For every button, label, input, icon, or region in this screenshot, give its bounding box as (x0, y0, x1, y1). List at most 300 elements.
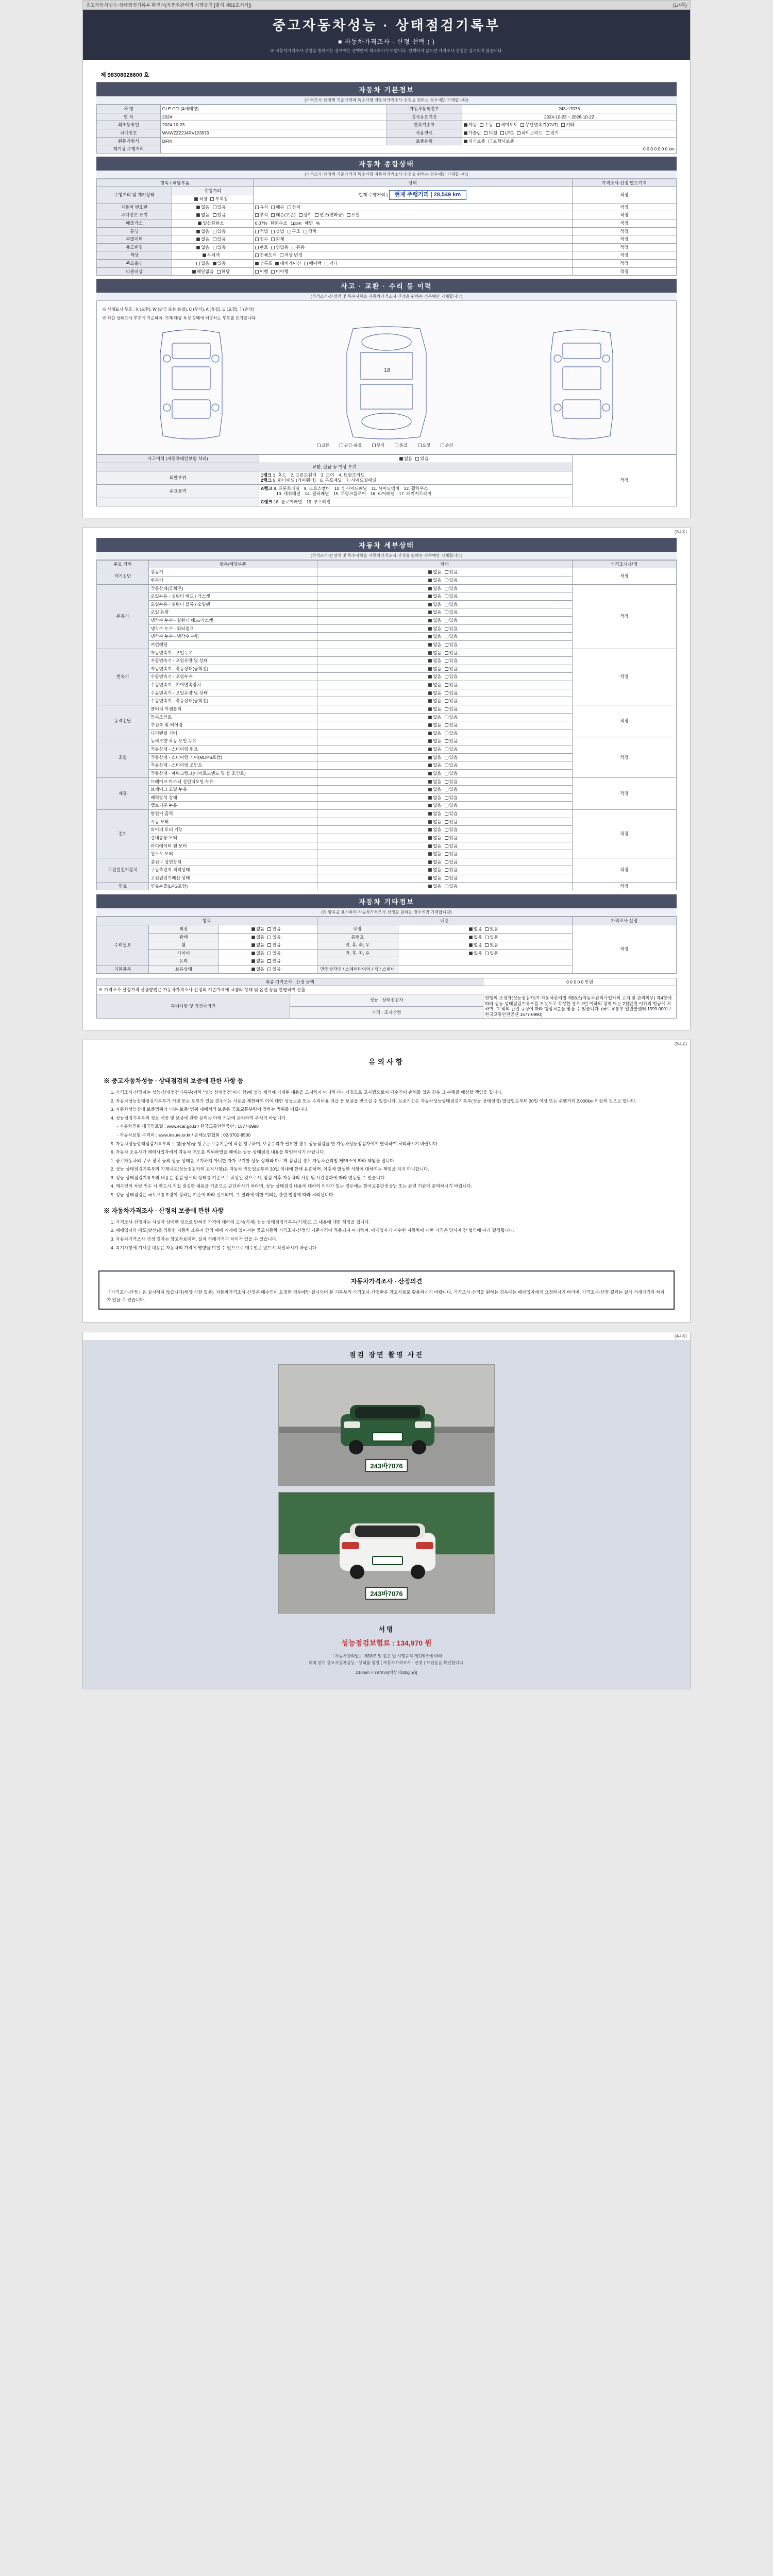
detail-state-options[interactable]: 없음 있음 (317, 793, 572, 802)
table-row (97, 810, 677, 818)
detail-state-options[interactable]: 없음 있음 (317, 721, 572, 730)
detail-header-1: 항목/해당부품 (149, 560, 317, 568)
etc-item2-options[interactable]: 없음 있음 (398, 933, 573, 941)
etc-item-options[interactable]: 없음 있음 (219, 941, 317, 950)
detail-state-options[interactable]: 없음 있음 (317, 842, 572, 850)
overall-right-8: 적정 (572, 260, 677, 268)
section-basic-title: 자동차 기본정보 (96, 82, 677, 96)
guarantee-body: 「가격조사·산정」은 실시하지 않습니다(해당 사항 없음). 자동차가격조사·산정은 매수인이 요청한 경우에만 실시되며 본 기록부의 가격조사·산정란은 참고자료로 활용하시기 바랍니다. 가격조사·산정을 원하는 경우에는 매매업자에게 요청하시기 바라며, 가격조사·산정 결과는 실제 거래가격과 차이가 있을 수 있습니다. (107, 1290, 665, 1302)
detail-state-options[interactable]: 없음 있음 (317, 802, 572, 810)
table-row (97, 777, 677, 786)
notice-item-2: 5. 성능·상태점검은 국토교통부령이 정하는 기준에 따라 실시되며, 그 결과에 대한 이의는 관련 법령에 따라 처리됩니다. (111, 1192, 334, 1198)
notice-item-2: 3. 성능·상태점검기록부의 내용은 점검 당시의 상태를 기준으로 작성된 것으로서, 점검 이후 자동차의 사용 및 시간경과에 따라 변동될 수 있습니다. (111, 1175, 386, 1180)
part-item: 2. 프론트휀더 (290, 472, 317, 478)
page-4-number: (4/4쪽) (674, 1334, 687, 1339)
inspection-fee (83, 1636, 690, 1653)
detail-state-options[interactable]: 없음 있음 (317, 866, 572, 874)
table-row (97, 235, 677, 244)
detail-state-options[interactable]: 없음 있음 (317, 858, 572, 866)
detail-state-options[interactable]: 없음 있음 (317, 737, 572, 745)
photo-section (83, 1340, 690, 1688)
options-state[interactable]: 없음 있음 (172, 260, 254, 268)
detail-item-label: 자동변속기 - 오일유량 및 상태 (149, 657, 317, 665)
table-row (97, 649, 677, 657)
detail-right-value: 적정 (572, 649, 677, 705)
detail-item-label: 밸브기구 누유 (149, 802, 317, 810)
etc-header-1: 내용 (317, 917, 572, 925)
notice-item: 6. 자동차 소유자가 매매사업자에게 자동차 매도를 의뢰하였을 때에는 성능·상태점검 내용을 확인하시기 바랍니다. (111, 1149, 325, 1155)
detail-table (96, 560, 677, 891)
detail-item-label: 작동상태(공회전) (149, 584, 317, 592)
overall-right-5: 적정 (572, 235, 677, 244)
section-overall-title: 자동차 종합상태 (96, 157, 677, 171)
basic-label-1: 연 식 (97, 113, 161, 121)
table-row (97, 455, 677, 463)
page-title: 중고자동차성능 · 상태점검기록부 (272, 18, 501, 33)
overall-right-4: 적정 (572, 227, 677, 235)
notice-item: 3. 자동차성능상태 보증범위가 '기본 보증' 범위 내에서의 보증은 국토교통부령이 정하는 범위를 따릅니다. (111, 1107, 309, 1112)
topbar-left: 중고자동차성능·상태점검기록부 확인서(자동차관리법 시행규칙 [별지 제82호서식]) (86, 3, 251, 8)
section-overall-note: (가격조사·산정액 기준가격과 특수사항 자동차가격조사·산정을 원하는 경우에만 기재합니다) (96, 171, 677, 179)
detail-item-label: 자동변속기 - 작동상태(공회전) (149, 665, 317, 673)
etc-item2-options[interactable] (398, 957, 573, 965)
detail-state-options[interactable]: 없음 있음 (317, 705, 572, 713)
detail-state-options[interactable]: 없음 있음 (317, 753, 572, 761)
detail-header-3: 가격조사·산정 (572, 560, 677, 568)
detail-state-options[interactable]: 없음 있음 (317, 810, 572, 818)
detail-state-options[interactable]: 없음 있음 (317, 745, 572, 754)
overall-sublabel-0: 주행거리 (172, 187, 254, 195)
svg-text:18: 18 (383, 367, 391, 374)
parts-c-items (259, 498, 573, 506)
tuning-state[interactable]: 없음 있음 (172, 227, 254, 235)
detail-group-label: 자기진단 (97, 568, 149, 584)
etc-item2-label: 룸램프 (317, 933, 398, 941)
rank-c-label: C랭크 (261, 499, 273, 504)
detail-right-value: 적정 (572, 858, 677, 882)
detail-right-value: 적정 (572, 584, 677, 649)
page-4 (82, 1332, 691, 1689)
price-title: 최종 가격조사 · 산정 금액 (97, 978, 483, 986)
color-detail[interactable]: 전체도색 색상 변경 (253, 251, 572, 260)
table-row (97, 211, 677, 219)
detail-item-label: 작동상태 - 스티어링 펌프 (149, 745, 317, 754)
plate-state[interactable]: 없음 있음 (172, 203, 254, 211)
detail-group-label: 전기 (97, 810, 149, 858)
detail-state-options[interactable]: 없음 있음 (317, 874, 572, 883)
part-item: 3. 도어 (321, 472, 334, 478)
part-item: 1. 후드 (273, 472, 287, 478)
transmission-options[interactable]: 자동 수동 세미오토 무단변속기(CVT) 기타 (462, 121, 676, 129)
section-accident-title: 사고 · 교환 · 수리 등 이력 (96, 279, 677, 293)
detail-state-options[interactable]: 없음 있음 (317, 624, 572, 633)
etc-item-label: 타이어 (149, 949, 219, 957)
detail-item-label: 동력조향 작동 오일 누유 (149, 737, 317, 745)
mileage-prefix: 현재 주행거리 | (359, 192, 388, 197)
basic-value-1: 2024 (160, 113, 386, 121)
detail-item-label: 수동변속기 - 작동상태(공회전) (149, 697, 317, 705)
detail-item-label: 오일 유량 (149, 608, 317, 617)
detail-item-label: 작동상태 - 스티어링 조인트 (149, 761, 317, 770)
parts-outer-items (259, 471, 573, 484)
footer-line-2: 위와 같이 중고자동차성능 · 상태를 점검 ( 자동차가격조사 · 산정 ) 하였음을 확인합니다. (308, 1660, 465, 1665)
basic-label2-1: 검사유효기간 (386, 113, 462, 121)
detail-state-options[interactable]: 없음 있음 (317, 786, 572, 794)
special-history-detail[interactable]: 침수 화재 (253, 235, 572, 244)
overall-row-label-0: 주행거리 및 계기상태 (97, 187, 172, 203)
rank-a-label: A랭크 (261, 485, 273, 491)
part-item: 12. 휠하우스 (404, 485, 428, 491)
recall-detail[interactable]: 이행 미이행 (253, 267, 572, 276)
detail-item-label: 디퍼렌셜 기어 (149, 729, 317, 737)
basic-label-5: 원동기형식 (97, 137, 161, 145)
detail-right-value: 적정 (572, 882, 677, 890)
fee-value: 134,970 원 (396, 1639, 432, 1648)
diagram-desc-2: ※ 하단 상태표시 부호에 기준하여, 기재 대상 특성 상태에 해당하는 부호를 표기합니다. (102, 316, 257, 321)
notice-contact-2: - 자동차보험 수리비 : www.insure.or.kr / 손해보험협회 : 02-3702-8500 (117, 1132, 251, 1138)
notice-section (83, 1048, 690, 1263)
diagram-legend (101, 305, 672, 314)
basic-value-6: 0 0 0 0 0 0 0 km (160, 145, 676, 154)
plate-detail[interactable]: 유지 훼손 상이 (253, 203, 572, 211)
detail-state-options[interactable]: 없음 있음 (317, 777, 572, 786)
basic-label-2: 최초등록일 (97, 121, 161, 129)
signature-title: 서명 (378, 1625, 395, 1634)
overall-right-6: 적정 (572, 243, 677, 251)
etc-table (96, 917, 677, 973)
page-3 (82, 1040, 691, 1323)
overall-table (96, 179, 677, 276)
detail-state-options[interactable]: 없음 있음 (317, 608, 572, 617)
guarantee-title: 자동차가격조사 · 산정의견 (350, 1278, 423, 1285)
detail-state-options[interactable]: 없음 있음 (317, 673, 572, 681)
detail-state-options[interactable]: 없음 있음 (317, 649, 572, 657)
document-subnote: ※ 자동차가격조사·산정을 원하시는 경우에는 선택란에 체크하시기 바랍니다. 선택하지 않으면 가격조사·산정은 실시되지 않습니다. (270, 48, 503, 53)
section-detail-title: 자동차 세부상태 (96, 538, 677, 552)
price-note: ※ 가격조사·산정가격 산출방법은 자동차가격조사·산정의 기준가격에 차량의 상태 및 옵션 등을 반영하여 산출 (97, 986, 677, 994)
table-row (97, 705, 677, 713)
etc-item-options[interactable]: 없음 있음 (219, 933, 317, 941)
usage-change-state[interactable]: 없음 있음 (172, 243, 254, 251)
detail-state-options[interactable]: 없음 있음 (317, 729, 572, 737)
etc-right-value: 적정 (572, 925, 677, 973)
section-basic-note: (가격조사·산정액 기준가격과 특수사항 자동차가격조사·산정을 원하는 경우에만 기재합니다) (96, 96, 677, 105)
accident-history-options[interactable]: 없음 있음 (259, 455, 573, 463)
mileage-state-options[interactable]: 적정 부적정 (172, 195, 254, 204)
overall-right-1: 적정 (572, 203, 677, 211)
diagram-desc-1: ※ 상태표시 부호 : X (교환), W (판금 또는 용접), C (부식), A (흠집), U (요철), T (손상) (102, 307, 254, 312)
detail-item-label: 원동기 (149, 568, 317, 577)
parts-frame-items (259, 484, 573, 498)
basic-label2-0: 자동차등록번호 (386, 105, 462, 113)
table-row (97, 243, 677, 251)
detail-state-options[interactable]: 없음 있음 (317, 640, 572, 649)
detail-state-options[interactable]: 없음 있음 (317, 657, 572, 665)
part-item: 16. 리어패널 (370, 491, 395, 497)
parts-group-outer: 외판부위 (97, 471, 259, 484)
overall-row-label-1: 자동차 번호판 (97, 203, 172, 211)
notice-title: 유의사항 (368, 1058, 405, 1066)
etc-item2-label: 안전삼각대 / 스페어타이어 / 잭 / 스패너 (317, 965, 398, 974)
basic-label2-2: 변속기종류 (386, 121, 462, 129)
etc-item-label: 보유상태 (149, 965, 219, 974)
table-row (97, 203, 677, 211)
detail-state-options[interactable]: 없음 있음 (317, 769, 572, 777)
etc-item-options[interactable]: 없음 있음 (219, 925, 317, 933)
etc-item2-options[interactable]: 없음 있음 (398, 941, 573, 950)
overall-right-9: 적정 (572, 267, 677, 276)
part-item: 7. 사이드실패널 (346, 478, 377, 483)
table-row (97, 187, 677, 195)
detail-state-options[interactable]: 없음 있음 (317, 761, 572, 770)
etc-item-label: 휠 (149, 941, 219, 950)
car-top-diagram (332, 323, 441, 441)
detail-state-options[interactable]: 없음 있음 (317, 689, 572, 697)
notice-item-2: 1. 중고자동차의 구조·장치 등의 성능·상태를 고지하지 아니한 자가 고지한 성능·상태와 다르게 점검된 경우 자동차관리법 제58조에 따라 책임을 집니다. (111, 1158, 395, 1163)
overall-row-label-8: 주요옵션 (97, 260, 172, 268)
etc-item2-label: 내장 (317, 925, 398, 933)
detail-item-label: 배력장치 상태 (149, 793, 317, 802)
detail-state-options[interactable]: 없음 있음 (317, 713, 572, 721)
detail-item-label: 냉각수 누수 - 실린더 헤드/가스켓 (149, 617, 317, 625)
detail-item-label: 작동상태 - 파워크랭크(타이로드엔드 및 볼 조인트) (149, 769, 317, 777)
detail-right-value: 적정 (572, 705, 677, 737)
detail-header-0: 주요 장치 (97, 560, 149, 568)
page-3-number: (3/4쪽) (674, 1042, 687, 1047)
accident-history-table (96, 454, 677, 506)
detail-state-options[interactable]: 없음 있음 (317, 568, 572, 577)
accident-history-label: 사고이력 (자동차대인보험 처리) (97, 455, 259, 463)
table-row (97, 113, 677, 121)
overall-header-3: 가격조사·산정 별도기재 (572, 179, 677, 187)
table-row (97, 858, 677, 866)
basic-label-0: 차 명 (97, 105, 161, 113)
part-item: 10. 인사이드패널 (334, 485, 367, 491)
part-item: 5. 쿼터패널 (리어휀더) (273, 478, 316, 483)
overall-row-label-4: 튜닝 (97, 227, 172, 235)
emission-detail: 0.07% 탄화수소 1ppm 매연 % (253, 219, 572, 227)
part-item: 19. 루프레일 (306, 499, 331, 504)
recall-state[interactable]: 해당없음 해당 (172, 267, 254, 276)
detail-state-options[interactable]: 없음 있음 (317, 826, 572, 834)
table-row (97, 568, 677, 577)
table-row (97, 121, 677, 129)
detail-state-options[interactable]: 없음 있음 (317, 617, 572, 625)
basic-value2-0: 243バ7076 (462, 105, 676, 113)
notice-contact-1: - 자동차민원 대국민포털 : www.ecar.go.kr / 한국교통안전공단 : 1577-0990 (117, 1124, 259, 1129)
detail-state-options[interactable]: 없음 있음 (317, 592, 572, 601)
detail-item-label: 커먼레일 (149, 640, 317, 649)
parts-group-frame: 주요골격 (97, 484, 259, 498)
detail-group-label: 변속기 (97, 649, 149, 705)
basic-value-5: DFIN (160, 137, 386, 145)
detail-state-options[interactable]: 없음 있음 (317, 697, 572, 705)
detail-item-label: 브레이크 마스터 실린더오일 누유 (149, 777, 317, 786)
price-table (96, 978, 677, 1019)
document-subtitle: ■ 자동차가격조사 · 산정 선택 ( ) (338, 38, 435, 45)
notice-item-3: 4. 특기사항에 기재된 내용은 자동차의 가격에 영향을 미칠 수 있으므로 매수인은 반드시 확인하시기 바랍니다. (111, 1245, 318, 1250)
detail-item-label: 수동변속기 - 기어변속장치 (149, 681, 317, 689)
parts-title: 교환, 판금 등 이상 부위 (97, 463, 573, 471)
photo-section-title: 점검 장면 촬영 사진 (349, 1351, 424, 1359)
etc-table-body (97, 925, 677, 973)
etc-item-label: 외장 (149, 925, 219, 933)
detail-right-value: 적정 (572, 810, 677, 858)
basic-value-3: WVWZZZ2J4RV123970 (160, 129, 386, 137)
overall-row-label-6: 용도변경 (97, 243, 172, 251)
etc-item-options[interactable]: 없음 있음 (219, 965, 317, 974)
guarantee-box (98, 1270, 675, 1310)
basic-label2-5: 보증유형 (386, 137, 462, 145)
detail-group-label: 동력전달 (97, 705, 149, 737)
notice-sec1-title: ※ 중고자동차성능 · 상태점검의 보증에 관한 사항 등 (104, 1077, 244, 1084)
remarks-text: 현행의 조정자(성능점검자)가 자동차관리법 제58조(자동차관리사업자의 고지 및 관리의무) 제4항에 따라 성능·상태점검기록부를 거짓으로 작성한 경우 2년 이하의 징역 또는 2천만원 이하의 벌금에 처하며, 그 밖의 관련 규정에 따라 행정처분을 받을 수 있습니다. (국토교통부 민원콜센터 1599-0001 / 한국교통안전공단 1577-0990) (483, 994, 677, 1019)
topbar-right: (1/4쪽) (673, 3, 687, 8)
detail-state-options[interactable]: 없음 있음 (317, 834, 572, 842)
etc-item2-options[interactable]: 없음 있음 (398, 949, 573, 957)
detail-header-2: 상태 (317, 560, 572, 568)
overall-right-3: 적정 (572, 219, 677, 227)
table-row (97, 251, 677, 260)
diagram-foot-legend: 교환 판금·용접 부식 흠집 요철 손상 (101, 441, 672, 450)
detail-state-options[interactable]: 없음 있음 (317, 665, 572, 673)
detail-state-options[interactable]: 없음 있음 (317, 584, 572, 592)
overall-row-label-2: 차대번호 표기 (97, 211, 172, 219)
detail-right-value: 적정 (572, 737, 677, 777)
license-plate-rear: 243바7076 (365, 1587, 408, 1600)
tuning-detail[interactable]: 적법 불법 구조 장치 (253, 227, 572, 235)
license-plate-front: 243바7076 (365, 1459, 408, 1472)
record-code: 제 98308026600 호 (96, 68, 677, 82)
table-row (97, 137, 677, 145)
notice-item: 5. 자동차성능상태점검기록부의 보험(공제)금 청구는 보증기관에 직접 청구하며, 보증수리가 필요한 경우 성능점검을 한 자동차성능점검자에게 연락하여 처리하시기 바랍니다. (111, 1141, 439, 1146)
detail-item-label: 오일누유 - 실린더 헤드 / 가스켓 (149, 592, 317, 601)
overall-right-0: 적정 (572, 187, 677, 203)
part-item: 4. 트렁크리드 (338, 472, 365, 478)
basic-value-2: 2024-10-23 (160, 121, 386, 129)
notice-sec2-title: ※ 자동차가격조사 · 산정의 보증에 관한 사항 (104, 1207, 224, 1214)
detail-item-label: 클러치 어셈블리 (149, 705, 317, 713)
detail-state-options[interactable]: 없음 있음 (317, 681, 572, 689)
detail-item-label: 라디에이터 팬 모터 (149, 842, 317, 850)
detail-group-label: 연료 (97, 882, 149, 890)
color-state[interactable]: 무채색 (172, 251, 254, 260)
detail-item-label: 연료누출(LPG포함) (149, 882, 317, 890)
notice-item-3: 3. 자동차가격조사·산정 결과는 참고자료이며, 실제 거래가격과 차이가 있을 수 있습니다. (111, 1236, 278, 1242)
diagram-legend-2 (101, 314, 672, 323)
car-side-right-diagram (543, 323, 620, 441)
detail-item-label: 실내송풍 모터 (149, 834, 317, 842)
remarks-label: 특이사항 및 점검자의견 (97, 994, 290, 1019)
overall-row-label-3: 배출가스 (97, 219, 172, 227)
table-row (97, 882, 677, 890)
etc-item2-label (317, 957, 398, 965)
emission-state[interactable]: 일산화탄소 (172, 219, 254, 227)
detail-group-label: 고전원전기장치 (97, 858, 149, 882)
warranty-options[interactable]: 자기보증 보험사보증 (462, 137, 676, 145)
etc-group-label: 기본품목 (97, 965, 149, 974)
etc-item2-label: 전, 후, 좌, 우 (317, 941, 398, 950)
detail-item-label: 자동변속기 - 오일누유 (149, 649, 317, 657)
vin-detail[interactable]: 부식 훼손(오손) 상이 변조(변타공) 도말 (253, 211, 572, 219)
etc-group-label: 수리필요 (97, 925, 149, 965)
etc-header-2: 가격조사·산정 (572, 917, 677, 925)
parts-group-c (97, 498, 259, 506)
notice-item: 4. 성능점검기록부의 정보 제공 및 보증에 관한 문의는 아래 기관에 문의하여 주시기 바랍니다. (111, 1115, 287, 1121)
detail-right-value: 적정 (572, 777, 677, 810)
special-history-state[interactable]: 없음 있음 (172, 235, 254, 244)
etc-item2-options[interactable]: 없음 있음 (398, 925, 573, 933)
table-row (97, 978, 677, 986)
detail-state-options[interactable]: 없음 있음 (317, 818, 572, 826)
detail-item-label: 냉각수 누수 - 냉각수 수량 (149, 633, 317, 641)
options-detail[interactable]: 선루프 내비게이션 에어백 기타 (253, 260, 572, 268)
section-etc-note: (※ 항목을 표시하며 자동차가격조사·산정을 원하는 경우에만 기재합니다) (96, 908, 677, 917)
etc-item2-label: 전, 후, 좌, 우 (317, 949, 398, 957)
table-row (97, 584, 677, 592)
notice-item: 2. 자동차성능상태점검기록부가 거짓 또는 오류가 있을 경우에는 사용을 제한하여 이에 대한 성능보증 또는 수리비용 지급 등 보증을 받으실 수 있습니다. 보증기간은 자동차성능상태점검기록부(성능·상태점검) 발급일로부터 30일 이상 또는 주행거리 2,000km 이상의 것으로 합니다. (111, 1098, 637, 1104)
vin-state[interactable]: 없음 있음 (172, 211, 254, 219)
detail-item-label: 와이퍼 모터 기능 (149, 826, 317, 834)
fuel-options[interactable]: 가솔린 디젤 LPG 하이브리드 전기 (462, 129, 676, 137)
mileage-cell (253, 187, 572, 203)
basic-label2-4: 사용연료 (386, 129, 462, 137)
remarks-cell-1: 가격 · 조사산정 (290, 1006, 483, 1019)
accident-diagram (96, 301, 677, 454)
section-detail-note: (가격조사·산정액 및 특수사항을 자동차가격조사·산정을 원하는 경우에만 기재합니다) (96, 552, 677, 560)
usage-change-detail[interactable]: 렌트 영업용 관용 (253, 243, 572, 251)
part-item: 14. 필러패널 (305, 491, 329, 497)
accident-right-value: 적정 (572, 455, 677, 506)
etc-item-options[interactable]: 없음 있음 (219, 949, 317, 957)
etc-item2-options[interactable] (398, 965, 573, 974)
topbar (83, 1, 690, 10)
overall-row-label-9: 리콜대상 (97, 267, 172, 276)
table-row (97, 260, 677, 268)
remarks-cell-0: 성능 · 상태점검자 (290, 994, 483, 1006)
table-row (97, 925, 677, 933)
footer-line-3: 210mm × 297mm[백상지(80g/㎡)] (356, 1670, 417, 1675)
detail-state-options[interactable]: 없음 있음 (317, 600, 572, 608)
detail-item-label: 오일누유 - 실린더 블록 / 오일팬 (149, 600, 317, 608)
photo-rear (278, 1492, 495, 1614)
mileage-value: 현재 주행거리 | 28,549 km (389, 190, 467, 200)
rank-2-label: 2랭크 (261, 478, 272, 483)
detail-item-label: 수동변속기 - 오일누유 (149, 673, 317, 681)
detail-item-label: 시동 모터 (149, 818, 317, 826)
detail-state-options[interactable]: 없음 있음 (317, 850, 572, 858)
detail-state-options[interactable]: 없음 있음 (317, 633, 572, 641)
section-accident-note: (가격조사·산정액 및 특수사항을 자동차가격조사·산정을 원하는 경우에만 기재합니다) (96, 293, 677, 301)
car-diagram-group (101, 323, 672, 441)
footer-line-1: 「자동차관리법」 제58조 및 같은 법 시행규칙 제120조에 따라 (330, 1654, 443, 1659)
detail-state-options[interactable]: 없음 있음 (317, 882, 572, 890)
detail-item-label: 수동변속기 - 오일유량 및 상태 (149, 689, 317, 697)
detail-item-label: 변속기 (149, 576, 317, 584)
overall-header-0: 항목 / 해당부품 (97, 179, 254, 187)
etc-item-options[interactable]: 없음 있음 (219, 957, 317, 965)
detail-state-options[interactable]: 없음 있음 (317, 576, 572, 584)
car-side-left-diagram (153, 323, 230, 441)
part-item: 18. 플로어패널 (273, 499, 303, 504)
photo-front (278, 1364, 495, 1486)
notice-item-2: 4. 매수인이 차량 인수 시 반드시 직접 점검한 내용을 기준으로 판단하시기 바라며, 성능·상태점검 내용에 대하여 이의가 있는 경우에는 한국교통안전공단 또는 관련 기관에 문의하시기 바랍니다. (111, 1183, 473, 1189)
table-row (97, 986, 677, 994)
overall-row-label-5: 특별이력 (97, 235, 172, 244)
notice-item-3: 1. 가격조사·산정자는 사실과 상이한 것으로 밝혀진 가격에 대하여 고지(기재) 성능·상태점검기록부(기재)도 그 내용에 대한 책임을 집니다. (111, 1219, 370, 1225)
part-item: 6. 루프패널 (320, 478, 342, 483)
table-row (97, 145, 677, 154)
